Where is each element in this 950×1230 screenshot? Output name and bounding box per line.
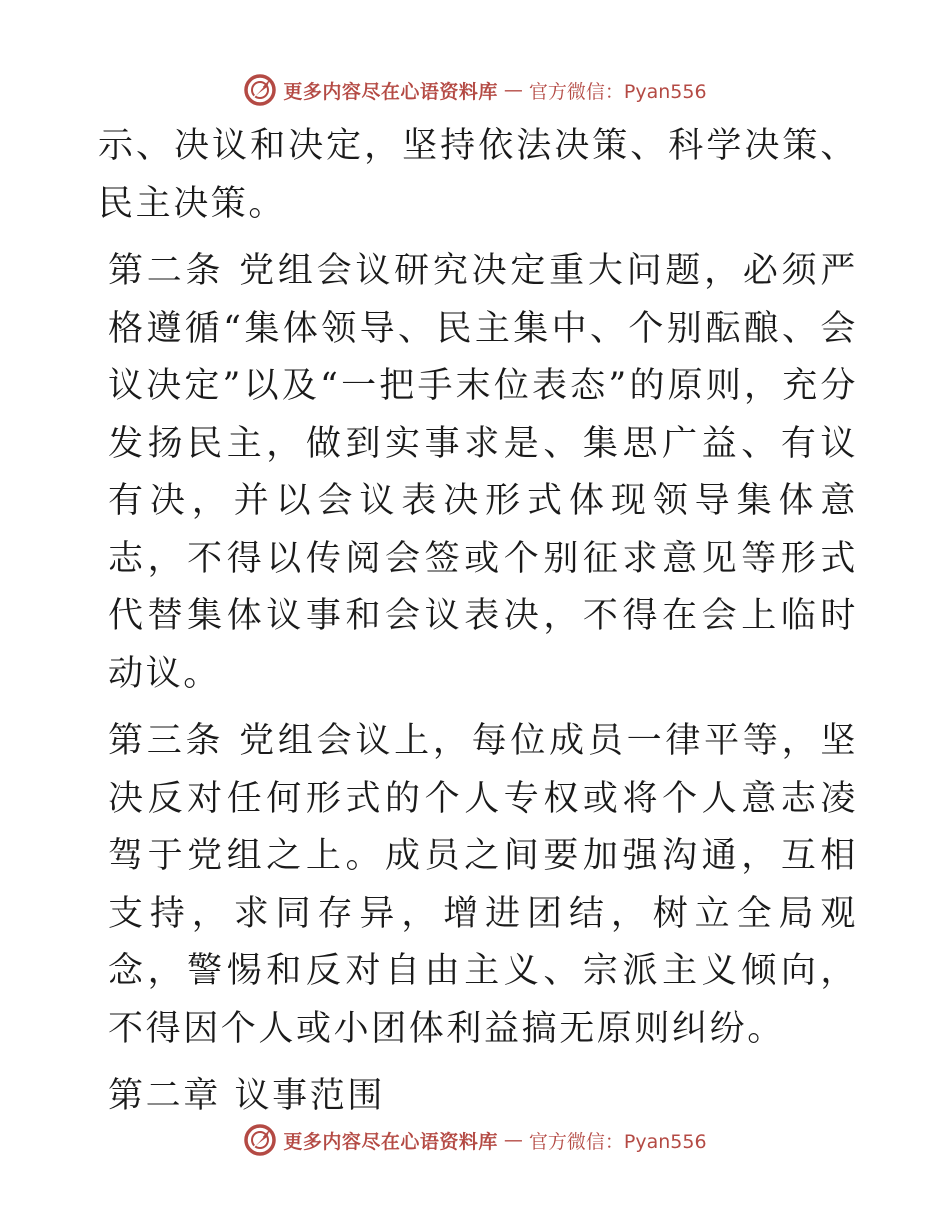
footer-separator: — [503, 1129, 523, 1151]
paragraph-continued: 示、决议和决定，坚持依法决策、科学决策、民主决策。 [98, 126, 858, 224]
header-title: 更多内容尽在心语资料库 [283, 80, 498, 103]
header-banner [0, 70, 950, 110]
red-ring-quill-logo-icon [243, 1123, 277, 1157]
footer-wechat: 官方微信：Pyan556 [528, 1130, 707, 1153]
header-separator: — [503, 79, 523, 101]
footer-title: 更多内容尽在心语资料库 [283, 1130, 498, 1153]
chapter-heading: 第二章 议事范围 [108, 1076, 385, 1116]
article-2-paragraph: 第二条 党组会议研究决定重大问题，必须严格遵循“集体领导、民主集中、个别酝酿、会议决定”以及“一把手末位表态”的原则，充分发扬民主，做到实事求是、集思广益、有议有决，并以会议表决形式体现领导集体意志，不得以传阅会签或个别征求意见等形式代替集体议事和会议表决，不得在会上临时动议。 [108, 251, 858, 694]
red-ring-quill-logo-icon [243, 73, 277, 107]
header-wechat: 官方微信：Pyan556 [528, 80, 707, 103]
footer-banner [0, 1120, 950, 1160]
article-3-paragraph: 第三条 党组会议上，每位成员一律平等，坚决反对任何形式的个人专权或将个人意志凌驾于党组之上。成员之间要加强沟通，互相支持，求同存异，增进团结，树立全局观念，警惕和反对自由主义、宗派主义倾向，不得因个人或小团体利益搞无原则纠纷。 [108, 721, 858, 1049]
document-body [98, 118, 858, 1126]
